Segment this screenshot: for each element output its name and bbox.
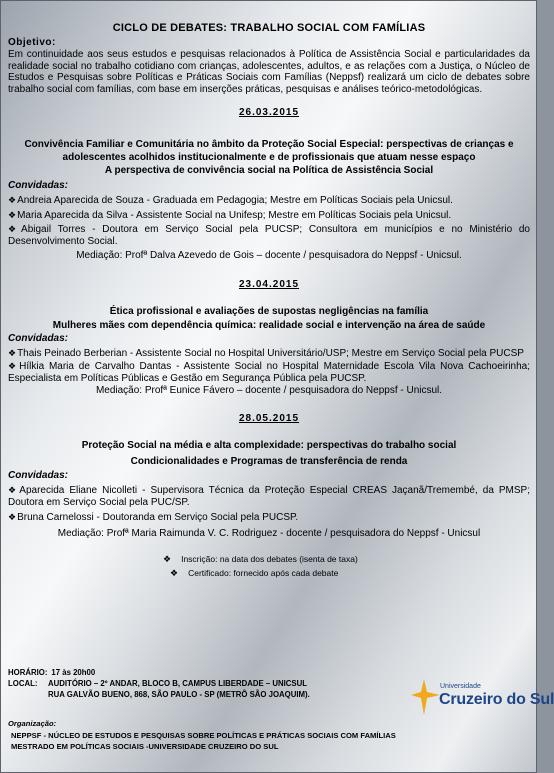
note-item <box>8 552 530 566</box>
objective-label: Objetivo: <box>8 37 56 48</box>
bullet-icon: ❖ <box>163 553 172 564</box>
schedule-value: 17 às 20h00 <box>51 668 96 677</box>
bullet-icon: ❖ <box>8 209 17 220</box>
organization <box>8 718 396 753</box>
event-notes <box>8 552 530 580</box>
mediation: Mediação: Profª Maria Raimunda V. C. Rodriguez - docente / pesquisadora do Neppsf - Unicsul <box>57 527 481 539</box>
guest-item <box>8 195 530 207</box>
bullet-icon: ❖ <box>8 194 17 205</box>
guest-item <box>8 485 530 509</box>
session-date: 28.05.2015 <box>238 413 300 425</box>
registration-note: Inscrição: na data dos debates (isenta de taxa) <box>181 553 358 564</box>
session-theme: Convivência Familiar e Comunitária no âmbito da Proteção Social Especial: perspectivas de crianças e adolescentes acolhidos institucionalmente e de profissionais que atuam nesse espaço <box>24 139 514 163</box>
location-line2: RUA GALVÃO BUENO, 868, SÃO PAULO - SP (METRÔ SÃO JOAQUIM). <box>48 690 310 699</box>
university-logo <box>410 678 554 716</box>
guest-text: Thais Peinado Berberian - Assistente Social no Hospital Universitário/USP; Mestre em Serviço Social pela PUCSP <box>17 348 524 360</box>
guest-text: Aparecida Eliane Nicolleti - Supervisora Técnica da Proteção Especial CREAS Jaçanã/Tremembé, da PMSP; Doutora em Serviço Social pela PUC/SP. <box>8 485 530 509</box>
session-subtheme: A perspectiva de convivência social na Política de Assistência Social <box>104 165 434 177</box>
session-subtheme: Condicionalidades e Programas de transferência de renda <box>130 455 408 467</box>
guest-item <box>8 361 530 385</box>
guests-label: Convidadas: <box>8 179 69 191</box>
guest-item <box>8 210 530 222</box>
location-row <box>8 689 310 700</box>
organization-line2: MESTRADO EM POLÍTICAS SOCIAIS -UNIVERSIDADE CRUZEIRO DO SUL <box>11 742 279 751</box>
guest-text: Andreia Aparecida de Souza - Graduada em Pedagogia; Mestre em Políticas Sociais pela Unicsul. <box>17 194 453 206</box>
mediation: Mediação: Profª Dalva Azevedo de Gois – docente / pesquisadora do Neppsf - Unicsul. <box>76 250 462 262</box>
session-theme: Proteção Social na média e alta complexidade: perspectivas do trabalho social <box>81 440 457 452</box>
guest-text: Hílkia Maria de Carvalho Dantas - Assistente Social no Hospital Maternidade Escola Vila Nova Cachoeirinha; Especialista em Políticas Públicas e Gestão em Segurança Pública pela PUCSP. <box>8 360 531 384</box>
schedule-row <box>8 667 310 678</box>
mediation: Mediação: Profª Eunice Fávero – docente / pesquisadora do Neppsf - Unicsul. <box>95 385 443 397</box>
bullet-icon: ❖ <box>170 567 179 578</box>
bullet-icon: ❖ <box>8 360 19 371</box>
session-date: 26.03.2015 <box>238 107 300 119</box>
bullet-icon: ❖ <box>8 512 17 523</box>
bullet-icon: ❖ <box>8 224 21 235</box>
event-details <box>8 667 310 700</box>
certificate-note: Certificado: fornecido após cada debate <box>188 567 339 578</box>
organization-label: Organização: <box>8 719 57 728</box>
logo-big-text: Cruzeiro do Sul <box>439 691 554 708</box>
schedule-label: HORÁRIO: <box>8 668 48 677</box>
star-logo-icon <box>410 678 442 716</box>
guests-label: Convidadas: <box>8 470 69 482</box>
star-shape <box>411 679 440 715</box>
guest-text: Bruna Carnelossi - Doutoranda em Serviço Social pela PUCSP. <box>17 512 299 524</box>
bullet-icon: ❖ <box>8 485 19 496</box>
guest-text: Maria Aparecida da Silva - Assistente Social na Unifesp; Mestre em Políticas Sociais pela Unicsul. <box>17 209 452 221</box>
organization-line1: NEPPSF - NÚCLEO DE ESTUDOS E PESQUISAS SOBRE POLÍTICAS E PRÁTICAS SOCIAIS COM FAMÍLIAS <box>11 730 396 740</box>
flyer-content <box>8 1 530 580</box>
note-item <box>8 566 530 580</box>
guest-item <box>8 348 530 360</box>
session-theme: Ética profissional e avaliações de supostas negligências na família <box>109 306 429 318</box>
session-date: 23.04.2015 <box>238 279 300 291</box>
page-title: CICLO DE DEBATES: TRABALHO SOCIAL COM FAMÍLIAS <box>112 22 426 34</box>
location-label: LOCAL: <box>8 679 38 688</box>
guest-item <box>8 512 530 524</box>
bullet-icon: ❖ <box>8 348 17 359</box>
objective-text: Em continuidade aos seus estudos e pesquisas relacionados à Política de Assistência Social e particularidades da realidade social no trabalho cotidiano com crianças, adolescentes, adultos, e as relações com a Justiça, o Núcleo de Estudos e Pesquisas sobre Políticas e Práticas Sociais com Famílias (Neppsf) realizará um ciclo de debates sobre trabalho social com famílias, com base em inserções práticas, pesquisas e análises teórico-metodológicas. <box>8 49 530 95</box>
logo-small-text: Universidade <box>440 683 481 690</box>
location-line1: AUDITÓRIO – 2º ANDAR, BLOCO B, CAMPUS LIBERDADE – UNICSUL <box>48 679 308 688</box>
guest-text: Abigail Torres - Doutora em Serviço Social pela PUCSP; Consultora em municípios e no Ministério do Desenvolvimento Social. <box>8 224 530 248</box>
guest-item <box>8 224 530 248</box>
guests-label: Convidadas: <box>8 333 69 345</box>
session-subtheme: Mulheres mães com dependência química: realidade social e intervenção na área de saúde <box>52 319 486 331</box>
location-row <box>8 678 310 689</box>
